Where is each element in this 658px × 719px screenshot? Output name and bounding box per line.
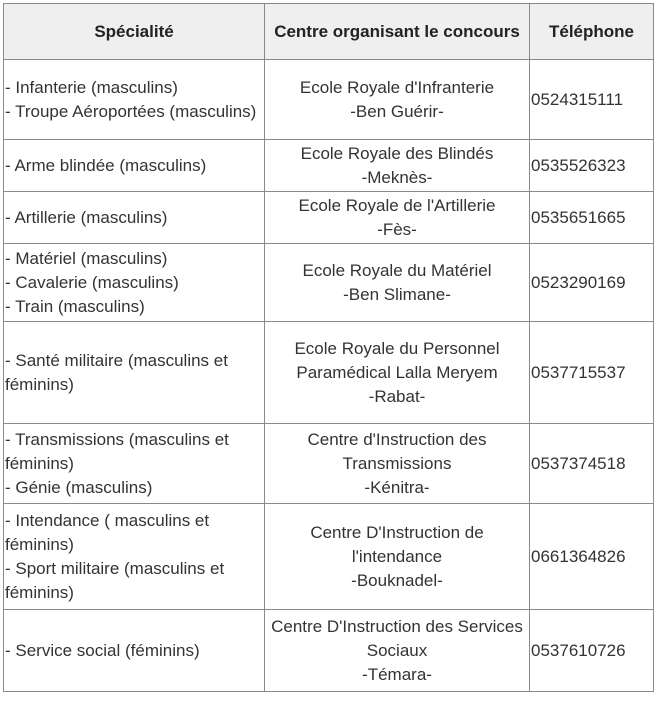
telephone-cell: 0535526323 bbox=[530, 140, 654, 192]
centre-city: -Ben Slimane- bbox=[343, 284, 451, 304]
table-row bbox=[4, 140, 654, 192]
centre-name: Ecole Royale des Blindés bbox=[300, 143, 494, 163]
specialite-line: - Cavalerie (masculins) bbox=[5, 272, 179, 292]
centre-name: Centre d'Instruction des Transmissions bbox=[307, 429, 487, 473]
centre-name: Ecole Royale d'Infranterie bbox=[299, 77, 495, 97]
telephone-cell: 0524315111 bbox=[530, 60, 654, 140]
table-row bbox=[4, 610, 654, 692]
telephone-cell: 0535651665 bbox=[530, 192, 654, 244]
centre-city: -Rabat- bbox=[368, 386, 426, 406]
telephone-cell: 0537715537 bbox=[530, 322, 654, 424]
specialite-cell bbox=[4, 244, 265, 322]
centre-name: Ecole Royale du Matériel bbox=[302, 260, 492, 280]
centre-city: -Témara- bbox=[362, 664, 432, 684]
specialite-line: - Sport militaire (masculins et féminins) bbox=[5, 558, 225, 602]
specialite-cell bbox=[4, 424, 265, 504]
centre-cell bbox=[265, 322, 530, 424]
centre-city: -Ben Guérir- bbox=[350, 101, 444, 121]
header-row bbox=[4, 4, 654, 60]
specialite-cell bbox=[4, 60, 265, 140]
specialite-line: - Génie (masculins) bbox=[5, 477, 153, 497]
centre-cell bbox=[265, 244, 530, 322]
table-row bbox=[4, 192, 654, 244]
table-row bbox=[4, 424, 654, 504]
centre-cell bbox=[265, 192, 530, 244]
header-specialite: Spécialité bbox=[4, 4, 265, 60]
specialite-line: - Santé militaire (masculins et féminins) bbox=[5, 350, 228, 394]
specialite-line: - Service social (féminins) bbox=[5, 640, 200, 660]
specialite-line: - Infanterie (masculins) bbox=[5, 77, 178, 97]
centre-cell bbox=[265, 424, 530, 504]
centre-name: Centre D'Instruction des Services Sociaux bbox=[271, 616, 523, 660]
table-row bbox=[4, 504, 654, 610]
specialite-line: - Transmissions (masculins et féminins) bbox=[5, 429, 229, 473]
concours-table bbox=[3, 3, 654, 692]
specialite-cell bbox=[4, 322, 265, 424]
centre-city: -Fès- bbox=[377, 219, 417, 239]
telephone-cell: 0523290169 bbox=[530, 244, 654, 322]
specialite-line: - Arme blindée (masculins) bbox=[5, 155, 207, 175]
telephone-cell: 0537610726 bbox=[530, 610, 654, 692]
specialite-line: - Matériel (masculins) bbox=[5, 248, 168, 268]
specialite-cell bbox=[4, 610, 265, 692]
centre-cell bbox=[265, 60, 530, 140]
specialite-cell bbox=[4, 140, 265, 192]
centre-city: -Meknès- bbox=[361, 167, 433, 187]
telephone-cell: 0537374518 bbox=[530, 424, 654, 504]
centre-cell bbox=[265, 610, 530, 692]
table-row bbox=[4, 60, 654, 140]
table-row bbox=[4, 244, 654, 322]
centre-city: -Bouknadel- bbox=[351, 570, 443, 590]
specialite-cell bbox=[4, 504, 265, 610]
table-row bbox=[4, 322, 654, 424]
header-centre: Centre organisant le concours bbox=[265, 4, 530, 60]
centre-cell bbox=[265, 140, 530, 192]
telephone-cell: 0661364826 bbox=[530, 504, 654, 610]
centre-name: Ecole Royale du Personnel Paramédical Lalla Meryem bbox=[294, 338, 500, 382]
specialite-line: - Artillerie (masculins) bbox=[5, 207, 168, 227]
specialite-cell bbox=[4, 192, 265, 244]
header-telephone: Téléphone bbox=[530, 4, 654, 60]
centre-city: -Kénitra- bbox=[364, 477, 430, 497]
centre-name: Ecole Royale de l'Artillerie bbox=[298, 195, 496, 215]
centre-name: Centre D'Instruction de l'intendance bbox=[310, 522, 484, 566]
specialite-line: - Train (masculins) bbox=[5, 296, 145, 316]
specialite-line: - Intendance ( masculins et féminins) bbox=[5, 510, 210, 554]
specialite-line: - Troupe Aéroportées (masculins) bbox=[5, 101, 257, 121]
centre-cell bbox=[265, 504, 530, 610]
